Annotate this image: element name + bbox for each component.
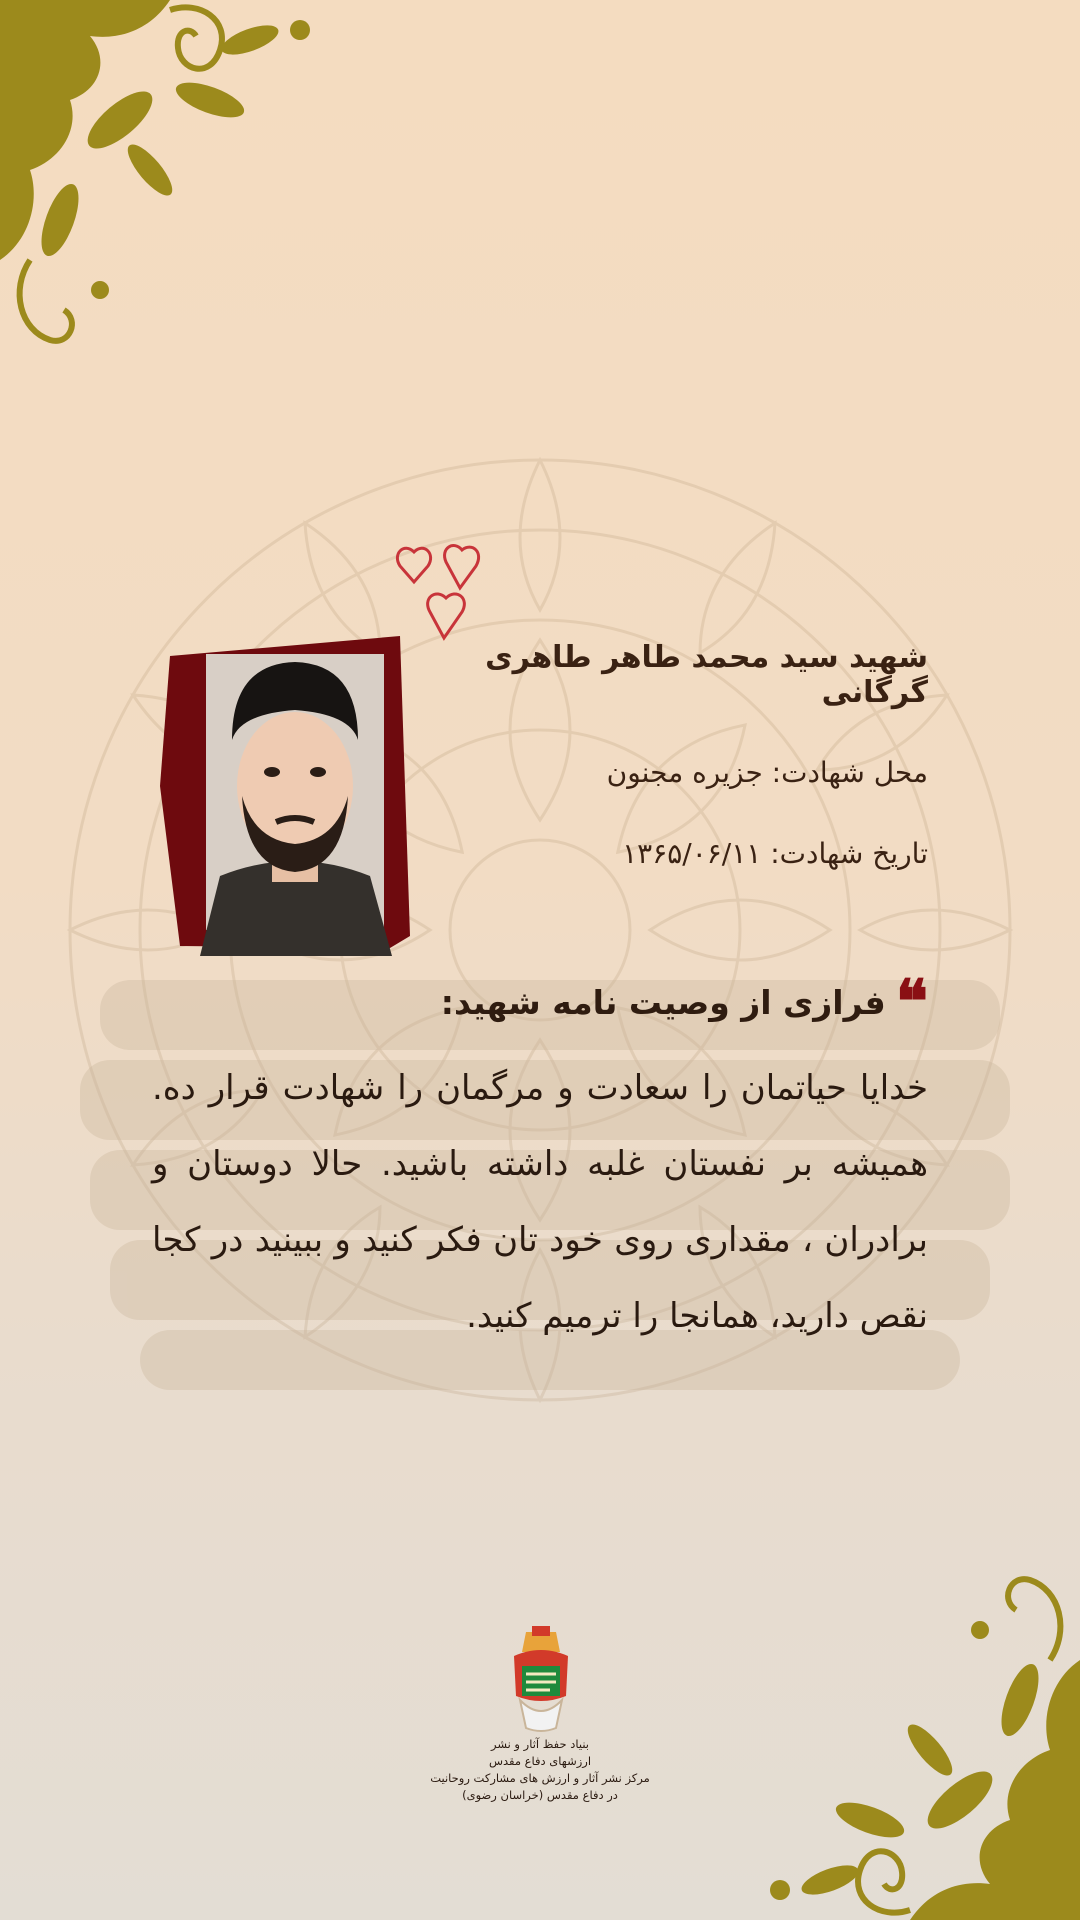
martyr-photo	[160, 636, 412, 956]
org-line-1: بنیاد حفظ آثار و نشر	[490, 1737, 590, 1751]
foundation-logo	[506, 1626, 576, 1734]
will-heading-text: فرازی از وصیت نامه شهید:	[440, 982, 886, 1022]
organization-credit	[420, 1736, 660, 1804]
martyr-name: شهید سید محمد طاهر طاهری گرگانی	[485, 640, 928, 710]
martyrdom-date: تاریخ شهادت: ۱۳۶۵/۰۶/۱۱	[622, 837, 928, 870]
floral-ornament-top-left-icon	[0, 0, 360, 360]
org-line-3: مرکز نشر آثار و ارزش های مشارکت روحانیت	[430, 1771, 650, 1785]
quote-mark-icon: ❝	[895, 967, 928, 1037]
will-text: خدایا حیاتمان را سعادت و مرگمان را شهادت قرار ده. همیشه بر نفستان غلبه داشته باشید. حالا دوستان و برادران ، مقداری روی خود تان فکر کنید و ببینید در کجا نقص دارید، همانجا را ترمیم کنید.	[152, 1068, 928, 1336]
org-line-2: ارزشهای دفاع مقدس	[488, 1754, 592, 1768]
will-heading	[440, 967, 928, 1037]
floral-ornament-bottom-right-icon	[720, 1560, 1080, 1920]
martyr-info	[408, 640, 928, 870]
org-line-4: در دفاع مقدس (خراسان رضوی)	[462, 1788, 618, 1802]
martyrdom-place: محل شهادت: جزیره مجنون	[606, 756, 928, 789]
